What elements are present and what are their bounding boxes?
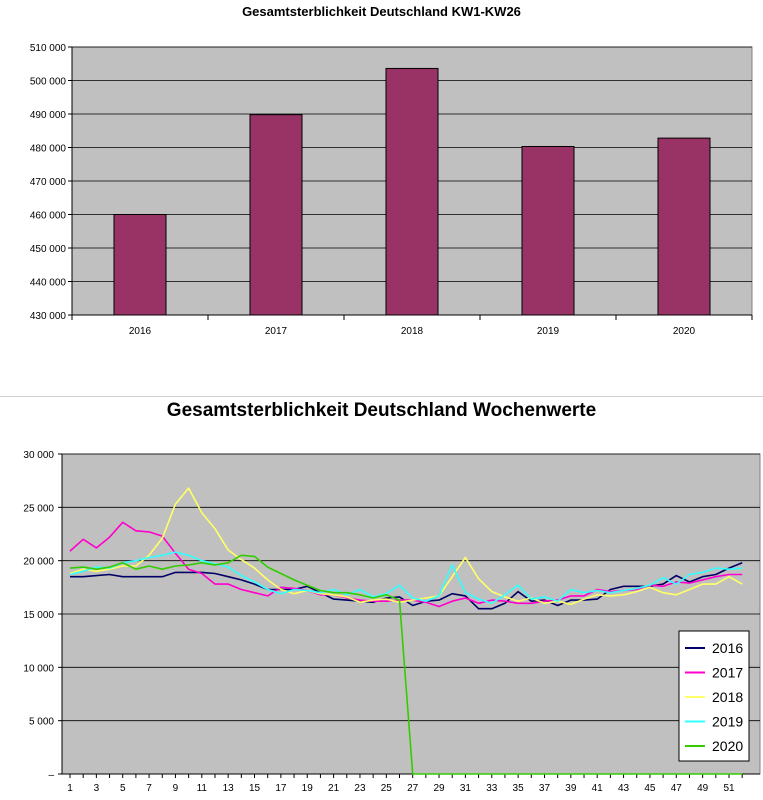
line-y-tick-label: 30 000 (23, 450, 54, 461)
line-y-tick-label: 20 000 (23, 556, 54, 568)
bar-x-tick-label: 2019 (536, 326, 560, 337)
line-x-tick-label: 41 (591, 783, 603, 794)
line-x-tick-label: 45 (644, 783, 656, 794)
bar-chart-kw1-kw26 (0, 0, 763, 372)
line-x-tick-label: 1 (67, 783, 73, 794)
line-x-tick-label: 25 (380, 783, 392, 794)
bar-x-tick-label: 2020 (672, 326, 696, 337)
line-x-tick-label: 29 (433, 783, 445, 794)
bar-y-tick-label: 430 000 (29, 311, 66, 322)
bar-chart-svg (0, 0, 763, 372)
bar-y-tick-label: 450 000 (29, 244, 66, 255)
line-x-tick-label: 5 (119, 783, 126, 794)
line-x-tick-label: 7 (146, 783, 152, 794)
legend-label-2019: 2019 (712, 713, 744, 730)
line-x-tick-label: 11 (196, 783, 207, 794)
line-x-tick-label: 27 (407, 783, 419, 794)
bar-x-tick-label: 2016 (128, 326, 152, 337)
bar-2020 (658, 138, 710, 315)
line-x-tick-label: 31 (459, 783, 471, 794)
line-x-tick-label: 35 (512, 783, 524, 794)
bar-y-tick-label: 490 000 (29, 110, 66, 121)
bar-x-tick-label: 2018 (400, 326, 424, 337)
bar-y-tick-label: 500 000 (29, 76, 66, 88)
line-chart-svg (0, 396, 763, 800)
line-x-tick-label: 51 (723, 783, 735, 794)
bar-2017 (250, 115, 302, 315)
line-y-tick-label: 10 000 (23, 663, 54, 675)
line-x-tick-label: 37 (538, 783, 551, 794)
line-y-tick-label: 5 000 (28, 716, 54, 728)
bar-chart-title: Gesamtsterblichkeit Deutschland KW1-KW26 (242, 4, 521, 19)
bar-x-tick-label: 2017 (264, 326, 288, 337)
bar-2018 (386, 68, 438, 315)
line-x-tick-label: 17 (275, 783, 287, 794)
line-x-tick-label: 21 (328, 783, 340, 794)
line-x-tick-label: 13 (222, 783, 234, 794)
line-y-tick-label: – (48, 770, 54, 781)
line-x-tick-label: 33 (486, 783, 498, 794)
line-y-tick-label: 25 000 (23, 503, 54, 515)
bar-y-tick-label: 470 000 (29, 177, 66, 188)
bar-y-tick-label: 440 000 (29, 277, 66, 289)
line-chart-title: Gesamtsterblichkeit Deutschland Wochenwerte (166, 400, 597, 421)
line-y-tick-label: 15 000 (23, 610, 54, 621)
line-x-tick-label: 9 (172, 783, 179, 794)
legend-label-2016: 2016 (712, 640, 744, 656)
line-x-tick-label: 47 (670, 783, 682, 794)
line-x-tick-label: 49 (697, 783, 709, 794)
bar-y-tick-label: 510 000 (29, 43, 66, 54)
bar-2019 (522, 146, 574, 315)
line-x-tick-label: 3 (93, 783, 100, 794)
line-x-tick-label: 43 (617, 783, 630, 794)
legend-label-2020: 2020 (712, 738, 744, 754)
line-x-tick-label: 23 (354, 783, 366, 794)
bar-2016 (114, 215, 166, 316)
legend-label-2018: 2018 (712, 689, 744, 705)
line-x-tick-label: 19 (301, 783, 313, 794)
bar-y-tick-label: 460 000 (29, 210, 66, 222)
line-x-tick-label: 39 (565, 783, 577, 794)
line-x-tick-label: 15 (248, 783, 261, 794)
bar-y-tick-label: 480 000 (29, 143, 66, 155)
line-chart-wochenwerte (0, 396, 763, 800)
legend-label-2017: 2017 (712, 664, 744, 681)
